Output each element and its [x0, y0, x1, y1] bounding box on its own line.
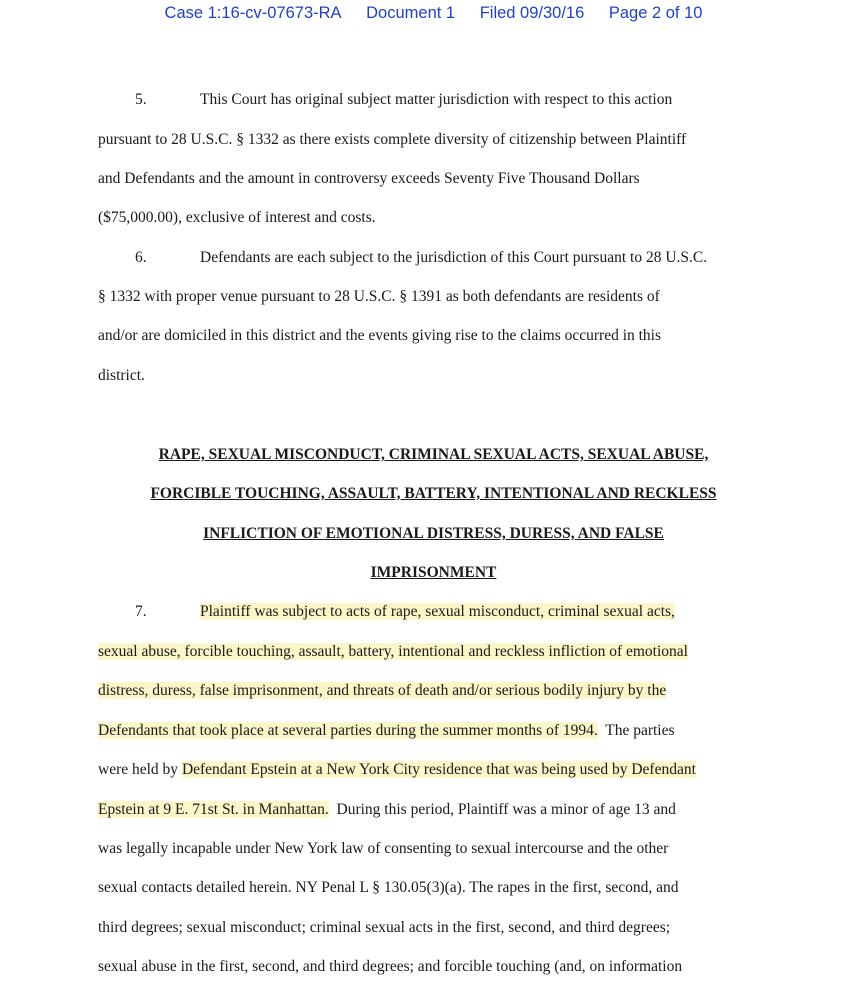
paragraph-6-number: 6. — [135, 249, 147, 266]
paragraph-7-line: sexual abuse in the first, second, and third degrees; and forcible touching (and, on information — [98, 958, 683, 975]
paragraph-6-line: Defendants are each subject to the jurisdiction of this Court pursuant to 28 U.S.C. — [200, 249, 708, 266]
paragraph-6-line: § 1332 with proper venue pursuant to 28 U.S.C. § 1391 as both defendants are residents of — [98, 288, 660, 305]
paragraph-7-line: sexual contacts detailed herein. NY Penal L § 130.05(3)(a). The rapes in the first, second, and — [98, 879, 679, 896]
paragraph-5-line: pursuant to 28 U.S.C. § 1332 as there exists complete diversity of citizenship between Plaintiff — [98, 131, 687, 148]
paragraph-7-line — [98, 681, 666, 701]
paragraph-6-line: district. — [98, 367, 145, 384]
plain-text: During this period, Plaintiff was a minor of age 13 and — [328, 801, 676, 818]
paragraph-7-line — [98, 800, 676, 820]
plain-text: were held by — [98, 761, 182, 778]
paragraph-7-line: third degrees; sexual misconduct; criminal sexual acts in the first, second, and third degrees; — [98, 919, 671, 936]
section-heading-line: FORCIBLE TOUCHING, ASSAULT, BATTERY, INTENTIONAL AND RECKLESS — [150, 485, 717, 502]
paragraph-5-number: 5. — [135, 91, 147, 108]
paragraph-7-number: 7. — [135, 603, 147, 620]
paragraph-7-line — [200, 602, 675, 622]
section-heading-line: IMPRISONMENT — [370, 564, 497, 581]
section-heading-line: RAPE, SEXUAL MISCONDUCT, CRIMINAL SEXUAL ACTS, SEXUAL ABUSE, — [158, 446, 709, 463]
paragraph-6-line: and/or are domiciled in this district and the events giving rise to the claims occurred in this — [98, 327, 662, 344]
highlighted-text: Epstein at 9 E. 71st St. in Manhattan. — [98, 801, 329, 818]
paragraph-7-line — [98, 721, 675, 741]
filed-date: Filed 09/30/16 — [479, 4, 585, 22]
highlighted-text: sexual abuse, forcible touching, assault, battery, intentional and reckless infliction of emotional — [98, 643, 688, 660]
highlighted-text: Plaintiff was subject to acts of rape, sexual misconduct, criminal sexual acts, — [200, 603, 675, 620]
case-number: Case 1:16-cv-07673-RA — [164, 4, 342, 22]
paragraph-7-line — [98, 760, 696, 780]
highlighted-text: distress, duress, false imprisonment, and threats of death and/or serious bodily injury by the — [98, 682, 667, 699]
paragraph-7-line: was legally incapable under New York law of consenting to sexual intercourse and the other — [98, 840, 669, 857]
highlighted-text: Defendants that took place at several parties during the summer months of 1994. — [98, 722, 598, 739]
document-number: Document 1 — [366, 4, 456, 22]
highlighted-text: Defendant Epstein at a New York City residence that was being used by Defendant — [181, 761, 696, 778]
paragraph-7-line — [98, 642, 688, 662]
page-indicator: Page 2 of 10 — [608, 4, 703, 22]
plain-text: The parties — [597, 722, 675, 739]
paragraph-5-line: and Defendants and the amount in controversy exceeds Seventy Five Thousand Dollars — [98, 170, 640, 187]
paragraph-5-line: ($75,000.00), exclusive of interest and costs. — [98, 209, 376, 226]
paragraph-5-line: This Court has original subject matter jurisdiction with respect to this action — [200, 91, 673, 108]
section-heading-line: INFLICTION OF EMOTIONAL DISTRESS, DURESS, AND FALSE — [203, 525, 664, 542]
